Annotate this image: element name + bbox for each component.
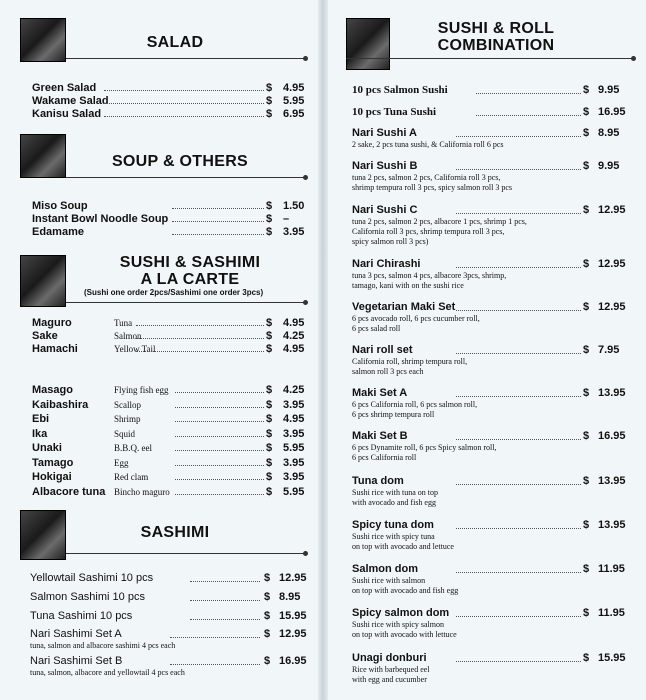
item-description: Rice with barbequed eel with egg and cucumber [352,665,430,684]
dollar-sign: $ [583,607,590,619]
dollar-sign: $ [583,387,590,399]
dollar-sign: $ [264,572,271,584]
item-subtitle: Salmon [114,331,142,341]
item-description: California roll, shrimp tempura roll, salmon roll 3 pcs each [352,357,468,376]
menu-item [326,652,646,692]
dollar-sign: $ [266,442,273,454]
menu-row [0,384,320,397]
item-subtitle: Squid [114,428,136,439]
item-price: 11.95 [598,607,625,619]
item-name: Nari Sashimi Set A [30,628,122,640]
menu-item [326,160,646,200]
item-name: Spicy tuna dom [352,519,434,531]
dollar-sign: $ [266,384,273,396]
item-price: 3.95 [283,427,305,440]
menu-row [0,330,320,343]
dollar-sign: $ [266,200,273,212]
carte-heading-1: SUSHI & SASHIMI [119,254,261,271]
menu-item [326,344,646,384]
dollar-sign: $ [266,456,273,469]
salad-photo [20,18,66,62]
item-name: Nari Sushi B [352,160,418,172]
dot-leader [190,619,260,620]
item-price: 9.95 [598,160,620,172]
dot-leader [476,115,581,116]
item-name: Ebi [32,413,50,425]
carte-rule [66,302,306,303]
item-price: 3.95 [283,456,305,469]
item-name: Miso Soup [32,200,88,212]
right-page [326,0,646,700]
dollar-sign: $ [583,519,590,531]
dollar-sign: $ [583,127,590,139]
dollar-sign: $ [266,95,273,107]
menu-item [326,519,646,559]
menu-row [0,399,320,412]
salad-rule [66,58,306,59]
item-price: 7.95 [598,344,620,356]
item-price: 4.95 [283,343,305,355]
item-description: tuna, salmon and albacore sashimi 4 pcs each [30,641,176,650]
menu-item [326,607,646,647]
combo-heading-1: SUSHI & ROLL [437,20,555,37]
item-name: Tuna Sashimi 10 pcs [30,610,133,622]
item-name: Hokigai [32,471,72,483]
dollar-sign: $ [266,427,273,440]
carte-heading-2: A LA CARTE [140,271,240,288]
item-description: Sushi rice with spicy tuna on top with avocado and lettuce [352,532,454,551]
dollar-sign: $ [264,591,271,603]
item-description: Sushi rice with salmon on top with avocado and fish egg [352,576,459,595]
dot-leader [456,439,581,440]
item-subtitle: Tuna [114,318,133,328]
dot-leader [456,572,581,573]
dollar-sign: $ [264,610,271,622]
dollar-sign: $ [583,84,590,96]
menu-item [326,475,646,515]
menu-row [0,486,320,499]
item-price: 9.95 [598,84,620,96]
menu-row [0,317,320,330]
item-price: 16.95 [598,430,626,442]
dot-leader [170,664,260,665]
menu-row [0,343,320,356]
menu-row [0,213,320,226]
dollar-sign: $ [583,344,590,356]
item-price: 15.95 [598,652,626,664]
item-subtitle: Bincho maguro [114,486,170,497]
dot-leader [175,392,264,393]
dollar-sign: $ [583,204,590,216]
item-name: Nari Sashimi Set B [30,655,123,667]
dot-leader [175,450,264,451]
menu-row [0,413,320,426]
item-price: 11.95 [598,563,625,575]
item-name: Kaibashira [32,398,89,411]
dot-leader [175,465,264,466]
item-price: 13.95 [598,387,626,399]
item-description: tuna 3 pcs, salmon 4 pcs, albacore 3pcs, shrimp, tamago, kani with on the sushi rice [352,271,507,290]
item-price: 3.95 [283,226,305,238]
item-name: Ika [32,427,48,440]
menu-item [0,628,320,652]
item-name: Hamachi [32,343,78,355]
item-description: Sushi rice with spicy salmon on top with avocado with lettuce [352,620,457,639]
dot-leader [136,351,264,352]
item-price: 4.25 [283,330,305,342]
item-name: Green Salad [32,82,97,94]
item-name: Tuna dom [352,475,404,487]
dot-leader [175,407,264,408]
dollar-sign: $ [583,160,590,172]
dot-leader [175,436,264,437]
dollar-sign: $ [583,563,590,575]
item-name: Nari Sushi C [352,204,418,216]
item-name: Unagi donburi [352,652,427,664]
dollar-sign: $ [583,652,590,664]
dollar-sign: $ [266,82,273,94]
item-description: tuna, salmon, albacore and yellowtail 4 pcs each [30,668,185,677]
item-description: tuna 2 pcs, salmon 2 pcs, California roll 3 pcs, shrimp tempura roll 3 pcs, spicy salmon roll 3 pcs [352,173,512,192]
menu-item [326,387,646,427]
item-subtitle: Red clam [114,472,149,482]
item-price: 13.95 [598,475,626,487]
dollar-sign: $ [266,108,273,120]
item-price: 4.25 [283,384,305,396]
item-price: 1.50 [283,200,305,212]
item-price: 8.95 [279,591,301,603]
item-price: 4.95 [283,82,305,94]
item-name: Wakame Salad [32,95,109,107]
menu-item [0,655,320,679]
combo-heading-2: COMBINATION [437,37,555,54]
menu-row [0,442,320,455]
dollar-sign: $ [583,475,590,487]
item-name: Nari Sushi A [352,127,417,139]
item-name: Albacore tuna [32,485,106,498]
item-subtitle: Yellow Tail [114,344,156,354]
item-description: 6 pcs Dynamite roll, 6 pcs Spicy salmon roll, 6 pcs California roll [352,443,497,462]
sashimi-heading: SASHIMI [140,524,210,541]
item-name: Maguro [32,317,72,329]
item-subtitle: Flying fish egg [114,385,169,395]
left-page [0,0,320,700]
dollar-sign: $ [583,430,590,442]
dot-leader [456,136,581,137]
item-price: 4.95 [283,317,305,329]
dot-leader [104,103,264,104]
item-price: 15.95 [279,610,307,622]
item-price: 5.95 [283,485,305,498]
item-name: Nari Chirashi [352,258,421,270]
dollar-sign: $ [266,213,273,225]
item-price: 16.95 [279,655,307,667]
dollar-sign: $ [266,343,273,355]
combo-rule [346,58,634,59]
menu-row [0,428,320,441]
dot-leader [190,600,260,601]
item-name: Unaki [32,442,62,454]
dollar-sign: $ [583,106,590,118]
dot-leader [170,637,260,638]
dot-leader [136,338,264,339]
item-price: 3.95 [283,471,305,483]
dot-leader [190,581,260,582]
dollar-sign: $ [583,301,590,313]
dollar-sign: $ [266,471,273,483]
item-name: Maki Set A [352,387,408,399]
menu-item [326,204,646,244]
dot-leader [456,396,581,397]
item-price: 12.95 [598,301,626,313]
menu-row [0,82,320,95]
item-name: Tamago [32,456,74,469]
item-price: 12.95 [598,258,626,270]
dollar-sign: $ [266,413,273,425]
item-name: Kanisu Salad [32,108,102,120]
item-description: tuna 2 pcs, salmon 2 pcs, albacore 1 pcs, shrimp 1 pcs, California roll 3 pcs, shrimp tempura roll 3 pcs, spicy salmon roll 3 pcs) [352,217,527,246]
item-name: Instant Bowl Noodle Soup [32,213,169,225]
dot-leader [456,484,581,485]
dot-leader [456,353,581,354]
item-price: 12.95 [279,628,307,640]
item-price: 5.95 [283,442,305,454]
dollar-sign: $ [266,485,273,498]
menu-row [0,471,320,484]
menu-row [0,108,320,121]
sashimi-photo [20,510,66,560]
menu-item [326,563,646,603]
soup-heading: SOUP & OTHERS [111,153,249,170]
item-subtitle: Scallop [114,399,141,410]
item-name: Salmon dom [352,563,419,575]
item-name: 10 pcs Tuna Sushi [352,106,437,118]
dot-leader [456,528,581,529]
item-price: 8.95 [598,127,620,139]
item-name: Nari roll set [352,344,413,356]
item-name: Masago [32,384,73,396]
menu-row [0,226,320,239]
combo-photo [346,18,390,70]
dot-leader [456,661,581,662]
item-price: 4.95 [283,413,305,425]
dot-leader [456,310,581,311]
carte-note: (Sushi one order 2pcs/Sashimi one order 3pcs) [84,288,264,297]
dot-leader [175,494,264,495]
dot-leader [476,93,581,94]
item-name: Salmon Sashimi 10 pcs [30,591,145,603]
sashimi-rule [66,553,306,554]
dot-leader [172,208,264,209]
item-description: 6 pcs California roll, 6 pcs salmon roll, 6 pcs shrimp tempura roll [352,400,478,419]
menu-row [0,200,320,213]
dot-leader [456,213,581,214]
item-subtitle: Egg [114,457,129,468]
dot-leader [456,169,581,170]
menu-item [326,430,646,470]
item-price: 16.95 [598,106,626,118]
item-price: 5.95 [283,95,305,107]
item-price: – [283,213,290,225]
menu-row [0,457,320,470]
dollar-sign: $ [266,226,273,238]
dot-leader [175,479,264,480]
item-name: Vegetarian Maki Set [352,301,456,313]
carte-photo [20,255,66,307]
item-description: 6 pcs avocado roll, 6 pcs cucumber roll, 6 pcs salad roll [352,314,480,333]
menu-item [326,301,646,341]
item-price: 12.95 [598,204,626,216]
item-name: Edamame [32,226,84,238]
item-description: Sushi rice with tuna on top with avocado and fish egg [352,488,438,507]
dollar-sign: $ [264,655,271,667]
item-description: 2 sake, 2 pcs tuna sushi, & California roll 6 pcs [352,140,504,149]
dollar-sign: $ [266,317,273,329]
dot-leader [456,267,581,268]
item-price: 12.95 [279,572,307,584]
dot-leader [172,234,264,235]
dot-leader [456,616,581,617]
soup-photo [20,134,66,178]
item-name: Maki Set B [352,430,408,442]
dot-leader [172,221,264,222]
dollar-sign: $ [583,258,590,270]
item-price: 3.95 [283,398,305,411]
item-price: 6.95 [283,108,305,120]
item-subtitle: Shrimp [114,414,141,424]
dollar-sign: $ [264,628,271,640]
menu-row [0,95,320,108]
dot-leader [104,90,264,91]
item-name: Sake [32,330,58,342]
dot-leader [136,325,264,326]
item-subtitle: B.B.Q. eel [114,443,152,453]
item-price: 13.95 [598,519,626,531]
salad-heading: SALAD [146,34,204,51]
dollar-sign: $ [266,398,273,411]
dot-leader [104,116,264,117]
dollar-sign: $ [266,330,273,342]
soup-rule [66,177,306,178]
menu-item [326,258,646,298]
dot-leader [175,421,264,422]
item-name: 10 pcs Salmon Sushi [352,84,448,96]
item-name: Yellowtail Sashimi 10 pcs [30,572,154,584]
item-name: Spicy salmon dom [352,607,450,619]
